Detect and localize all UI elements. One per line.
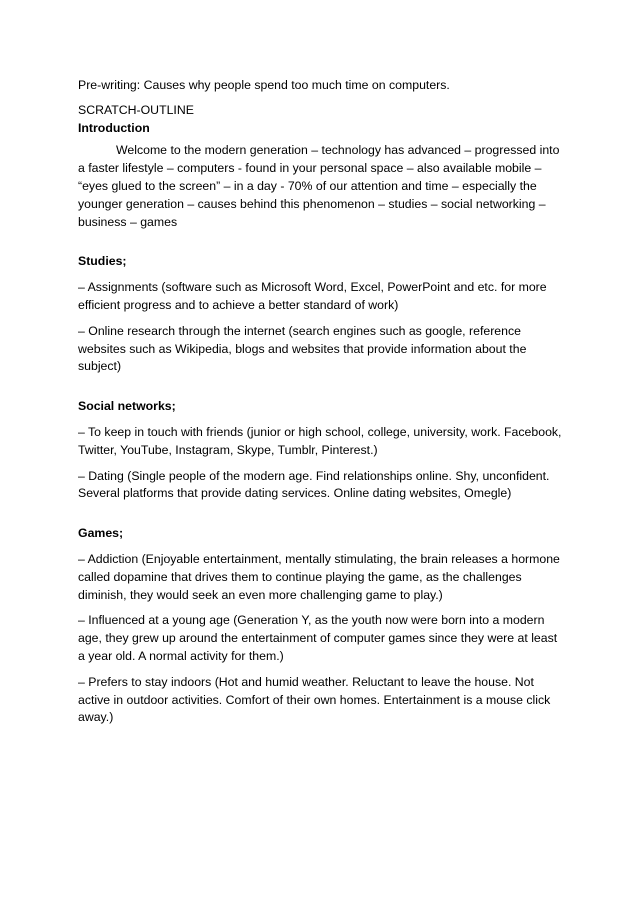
scratch-outline-label: SCRATCH-OUTLINE	[78, 102, 194, 117]
studies-item: – Assignments (software such as Microsoft Word, Excel, PowerPoint and etc. for more efficient progress and to achieve a better standard of work)	[78, 280, 547, 312]
games-item: – Prefers to stay indoors (Hot and humid weather. Reluctant to leave the house. Not active in outdoor activities. Comfort of their own homes. Entertainment is a mouse click away.)	[78, 674, 551, 725]
studies-heading: Studies;	[78, 254, 127, 269]
social-networks-item: – Dating (Single people of the modern age. Find relationships online. Shy, unconfident. Several platforms that provide dating services. Online dating websites, Omegle)	[78, 468, 550, 501]
social-networks-item: – To keep in touch with friends (junior or high school, college, university, work. Facebook, Twitter, YouTube, Instagram, Skype, Tumblr, Pinterest.)	[78, 424, 562, 457]
introduction-paragraph: Welcome to the modern generation – technology has advanced – progressed into a faster lifestyle – computers - found in your personal space – also available mobile – “eyes glued to the screen” – in a day - 70% of our attention and time – especially the younger generation – causes behind this phenomenon – studies – social networking – business – games	[78, 143, 560, 229]
games-list	[78, 551, 562, 727]
studies-list	[78, 279, 562, 376]
games-item: – Influenced at a young age (Generation Y, as the youth now were born into a modern age, they grew up around the entertainment of computer games since they were at least a year old. A normal activity for them.)	[78, 613, 558, 663]
games-section	[78, 525, 562, 727]
document-page	[78, 77, 562, 727]
social-networks-heading: Social networks;	[78, 399, 176, 414]
games-item: – Addiction (Enjoyable entertainment, mentally stimulating, the brain releases a hormone called dopamine that drives them to continue playing the game, as the challenges diminish, they would seek an even more challenging game to play.)	[78, 551, 560, 602]
studies-item: – Online research through the internet (search engines such as google, reference websites such as Wikipedia, blogs and websites that provide information about the subject)	[78, 323, 527, 374]
games-heading: Games;	[78, 526, 124, 541]
prewriting-line: Pre-writing: Causes why people spend too much time on computers.	[78, 78, 450, 92]
introduction-heading: Introduction	[78, 120, 150, 135]
social-networks-section	[78, 398, 562, 503]
studies-section	[78, 253, 562, 376]
social-networks-list	[78, 424, 562, 503]
